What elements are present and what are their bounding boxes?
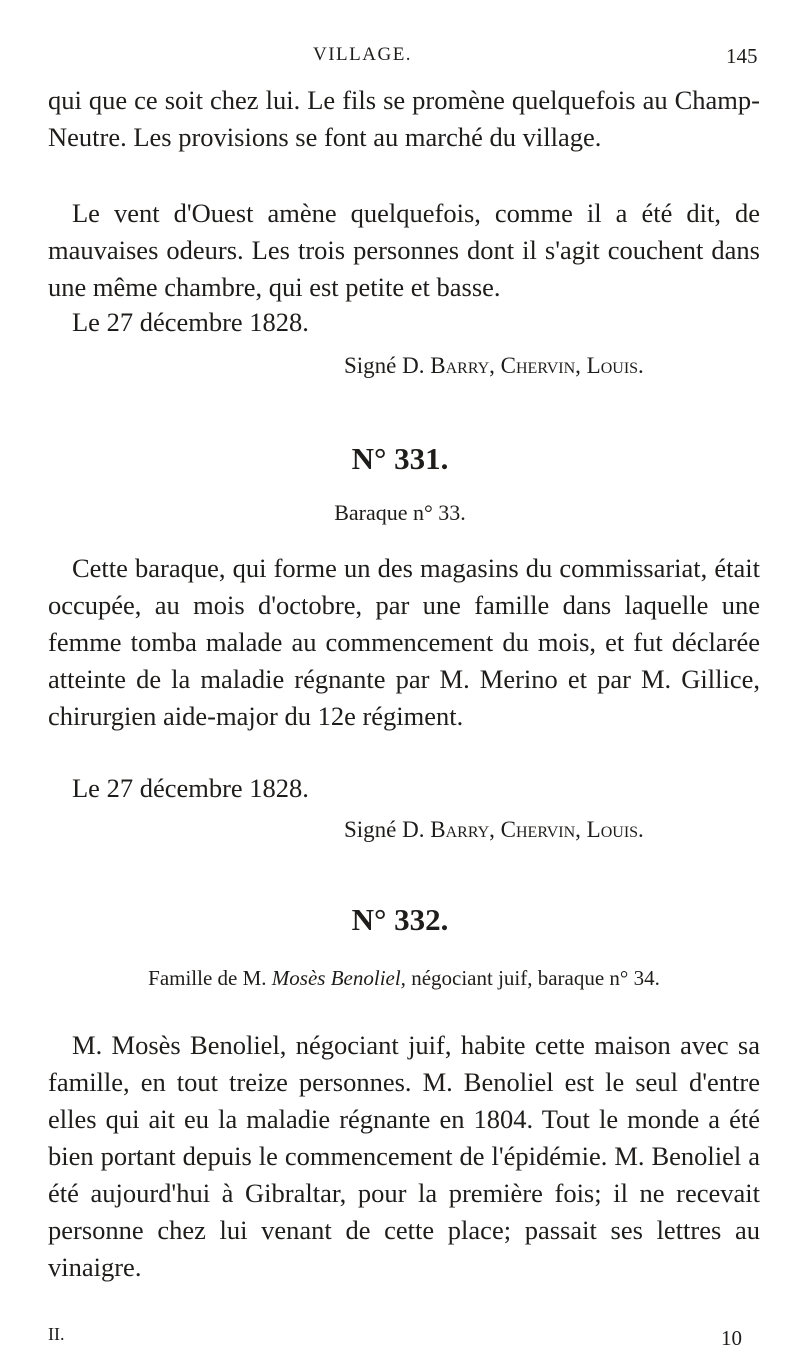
entry-331-paragraph: Cette baraque, qui forme un des magasins du commissariat, était occupée, au mois d'octobre, par une famille dans laquelle une femme tomba malade au commencement du mois, et fut déclarée atteinte de la maladie régnante par M. Merino et par M. Gillice, chirurgien aide-major du 12e régiment. xyxy=(48,553,760,731)
signature-prefix: Signé D. xyxy=(344,353,431,378)
page-number: 145 xyxy=(726,44,758,68)
running-head: VILLAGE. xyxy=(313,44,413,65)
entry-330-signature xyxy=(344,353,644,379)
gathering-number: 10 xyxy=(721,1326,742,1350)
signature-names: Barry, Chervin, Louis. xyxy=(430,353,644,378)
continued-paragraph: qui que ce soit chez lui. Le fils se promène quelquefois au Champ-Neutre. Les provisions se font au marché du village. xyxy=(48,85,760,152)
signature-names: Barry, Chervin, Louis. xyxy=(430,817,644,842)
page-header xyxy=(0,44,800,74)
signature-mark: II. xyxy=(48,1324,65,1344)
entry-332-paragraph: M. Mosès Benoliel, négociant juif, habite cette maison avec sa famille, en tout treize personnes. M. Benoliel est le seul d'entre elles qui ait eu la maladie régnante en 1804. Tout le monde a été bien portant depuis le commencement de l'épidémie. M. Benoliel a été aujourd'hui à Gibraltar, pour la première fois; il ne recevait personne chez lui venant de cette place; passait ses lettres au vinaigre. xyxy=(48,1030,760,1282)
entry-330-date: Le 27 décembre 1828. xyxy=(72,307,309,337)
entry-331-signature xyxy=(344,817,644,843)
entry-332-caption xyxy=(48,966,760,991)
wind-paragraph: Le vent d'Ouest amène quelquefois, comme il a été dit, de mauvaises odeurs. Les trois personnes dont il s'agit couchent dans une même chambre, qui est petite et basse. xyxy=(48,198,760,302)
caption-prefix: Famille de M. xyxy=(148,966,272,990)
entry-331-caption: Baraque n° 33. xyxy=(334,500,466,525)
entry-331-date: Le 27 décembre 1828. xyxy=(72,773,309,803)
entry-332-number: N° 332. xyxy=(351,902,449,937)
caption-name: Mosès Benoliel, xyxy=(271,966,406,990)
entry-331-number: N° 331. xyxy=(351,441,449,476)
signature-prefix: Signé D. xyxy=(344,817,431,842)
caption-suffix: négociant juif, baraque n° 34. xyxy=(405,966,660,990)
